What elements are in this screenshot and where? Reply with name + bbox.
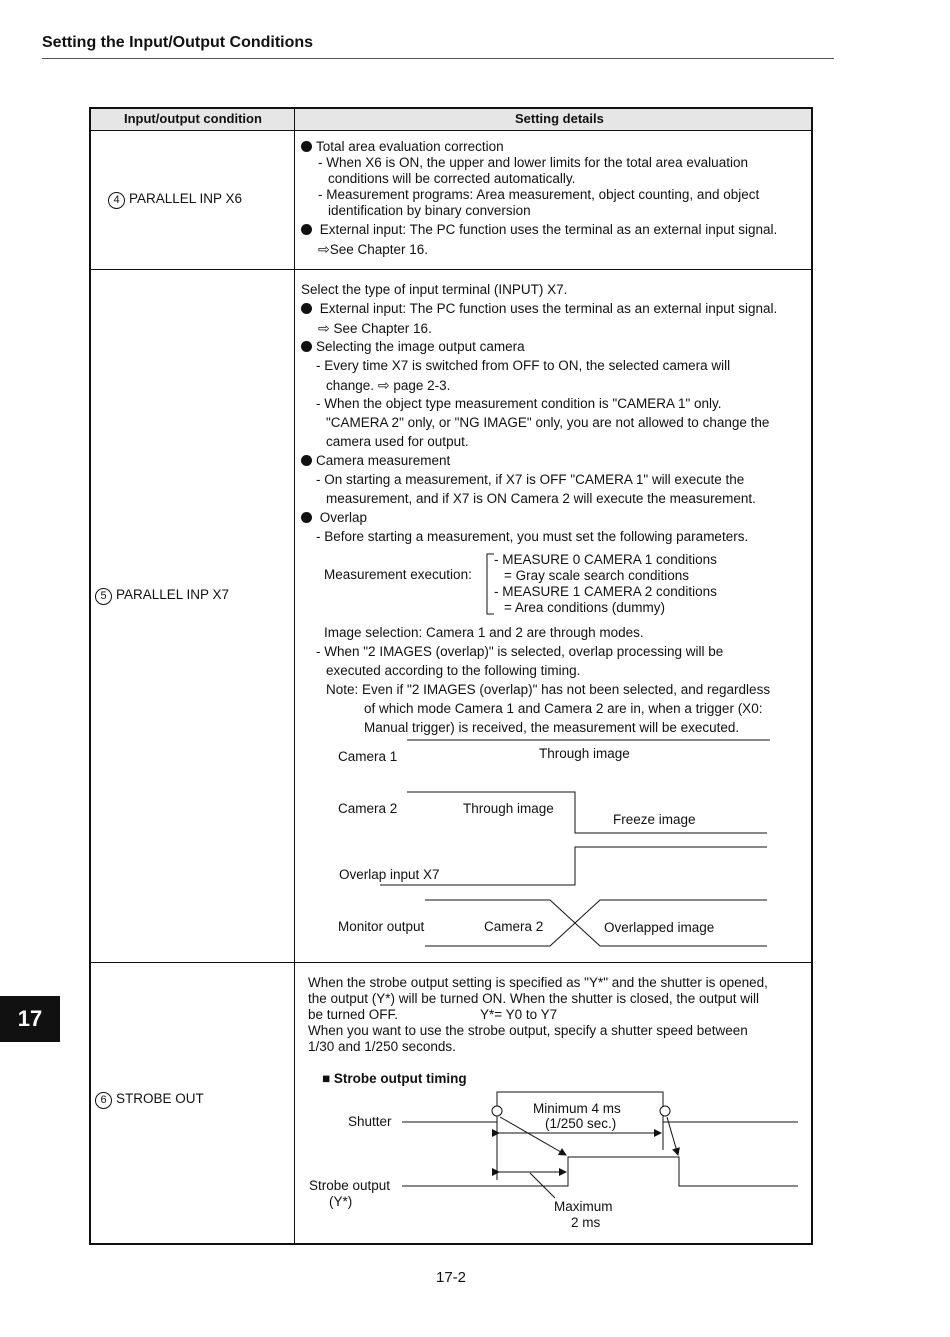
row5-line-9: camera used for output.	[326, 434, 469, 449]
circled-number: 6	[95, 1092, 112, 1109]
arrow-right-icon: ⇨	[318, 320, 330, 336]
row6-line-0: When the strobe output setting is specified as "Y*" and the shutter is opened,	[308, 975, 768, 990]
bullet-icon	[301, 455, 312, 466]
row5-line-10: Camera measurement	[301, 453, 450, 469]
column-header-condition: Input/output condition	[124, 111, 262, 126]
row6-line-3: Y*= Y0 to Y7	[480, 1007, 558, 1022]
square-bullet-icon: ■	[322, 1071, 331, 1086]
row6-line-2: be turned OFF.	[308, 1007, 399, 1022]
arrow-right-icon: ⇨	[377, 377, 390, 393]
shutter-label: Shutter	[348, 1114, 392, 1129]
row6-label	[95, 1091, 204, 1109]
row5-label-text: PARALLEL INP X7	[116, 587, 230, 602]
strobe-signal	[402, 1157, 798, 1186]
monitor-state2: Overlapped image	[604, 920, 715, 935]
overlap-input-label: Overlap input X7	[339, 867, 440, 882]
measure0-cond: = Gray scale search conditions	[504, 568, 689, 583]
monitor-output-signal-a	[425, 900, 767, 946]
row5-line-23: Note: Even if "2 IMAGES (overlap)" has not been selected, and regardless	[326, 682, 771, 697]
row5-label	[95, 587, 229, 605]
bullet-icon	[301, 141, 312, 152]
row5-line-0: Select the type of input terminal (INPUT) X7.	[301, 282, 568, 297]
row5-line-1: External input: The PC function uses the terminal as an external input signal.	[301, 301, 777, 317]
arrow-right-icon: ⇨	[318, 241, 330, 257]
circled-number: 4	[108, 192, 125, 209]
row4-line-2: conditions will be corrected automatically.	[328, 171, 576, 186]
row6-line-5: 1/30 and 1/250 seconds.	[308, 1039, 456, 1054]
camera2-state2: Freeze image	[613, 812, 696, 827]
shutter-close-marker	[660, 1106, 670, 1116]
row4-line-1: - When X6 is ON, the upper and lower limits for the total area evaluation	[318, 155, 748, 170]
bullet-icon	[301, 341, 312, 352]
bullet-icon	[301, 512, 312, 523]
row5-line-25: Manual trigger) is received, the measurement will be executed.	[364, 720, 740, 735]
row-divider-5	[90, 962, 813, 963]
row5-line-5: change. ⇨ page 2-3.	[326, 377, 451, 393]
strobe-off-arrow	[667, 1117, 678, 1155]
row4-line-3: - Measurement programs: Area measurement, object counting, and object	[318, 187, 760, 202]
monitor-output-label: Monitor output	[338, 919, 425, 934]
bullet-icon	[301, 224, 312, 235]
max-2ms-label: Maximum	[554, 1199, 613, 1214]
measure0-line: - MEASURE 0 CAMERA 1 conditions	[494, 552, 717, 567]
row5-line-12: measurement, and if X7 is ON Camera 2 will execute the measurement.	[326, 491, 756, 506]
chapter-tab: 17	[0, 996, 60, 1042]
row5-line-24: of which mode Camera 1 and Camera 2 are in, when a trigger (X0:	[364, 701, 763, 716]
measure1-cond: = Area conditions (dummy)	[504, 600, 665, 615]
measurement-execution-label: Measurement execution:	[324, 567, 472, 582]
monitor-output-signal-b	[425, 900, 767, 946]
strobe-output-label: Strobe output	[309, 1178, 391, 1193]
camera1-state: Through image	[539, 746, 630, 761]
row5-line-14: - Before starting a measurement, you must set the following parameters.	[316, 529, 749, 544]
row5-line-2: ⇨ See Chapter 16.	[318, 320, 432, 336]
header-rule	[42, 58, 834, 59]
row4-line-0: Total area evaluation correction	[301, 139, 504, 155]
row5-line-7: - When the object type measurement condition is "CAMERA 1" only.	[316, 396, 722, 411]
column-header-details: Setting details	[515, 111, 604, 126]
camera2-label: Camera 2	[338, 801, 398, 816]
row4-line-4: identification by binary conversion	[328, 203, 531, 218]
row6-line-1: the output (Y*) will be turned ON. When the shutter is closed, the output will	[308, 991, 759, 1006]
camera1-label: Camera 1	[338, 749, 398, 764]
row4-line-5: External input: The PC function uses the terminal as an external input signal.	[301, 222, 777, 238]
row5-line-13: Overlap	[301, 510, 367, 526]
row4-line-6: ⇨See Chapter 16.	[318, 241, 429, 257]
header-rule-line	[90, 130, 813, 131]
row5-line-22: executed according to the following timing.	[326, 663, 581, 678]
row5-line-8: "CAMERA 2" only, or "NG IMAGE" only, you are not allowed to change the	[326, 415, 770, 430]
bullet-icon	[301, 303, 312, 314]
camera2-state1: Through image	[463, 801, 554, 816]
strobe-output-sublabel: (Y*)	[329, 1194, 353, 1209]
row5-line-11: - On starting a measurement, if X7 is OFF "CAMERA 1" will execute the	[316, 472, 745, 487]
row4-label	[108, 191, 242, 209]
min-4ms-label: Minimum 4 ms	[533, 1101, 621, 1116]
row5-line-20: Image selection: Camera 1 and 2 are through modes.	[324, 625, 644, 640]
page-title: Setting the Input/Output Conditions	[42, 34, 314, 51]
page-number: 17-2	[436, 1269, 467, 1286]
row4-label-text: PARALLEL INP X6	[129, 191, 243, 206]
strobe-timing-title: ■ Strobe output timing	[322, 1071, 467, 1086]
column-divider	[294, 108, 295, 1244]
max-2ms-sublabel: 2 ms	[571, 1215, 601, 1230]
row5-line-4: - Every time X7 is switched from OFF to ON, the selected camera will	[316, 358, 731, 373]
shutter-open-marker	[492, 1106, 502, 1116]
min-4ms-sublabel: (1/250 sec.)	[545, 1116, 617, 1131]
measure1-line: - MEASURE 1 CAMERA 2 conditions	[494, 584, 717, 599]
row6-label-text: STROBE OUT	[116, 1091, 204, 1106]
row5-line-21: - When "2 IMAGES (overlap)" is selected, overlap processing will be	[316, 644, 724, 659]
row5-line-3: Selecting the image output camera	[301, 339, 525, 355]
row6-line-4: When you want to use the strobe output, specify a shutter speed between	[308, 1023, 748, 1038]
row-divider-4	[90, 269, 813, 270]
monitor-state1: Camera 2	[484, 919, 544, 934]
camera2-signal	[407, 792, 767, 833]
circled-number: 5	[95, 588, 112, 605]
